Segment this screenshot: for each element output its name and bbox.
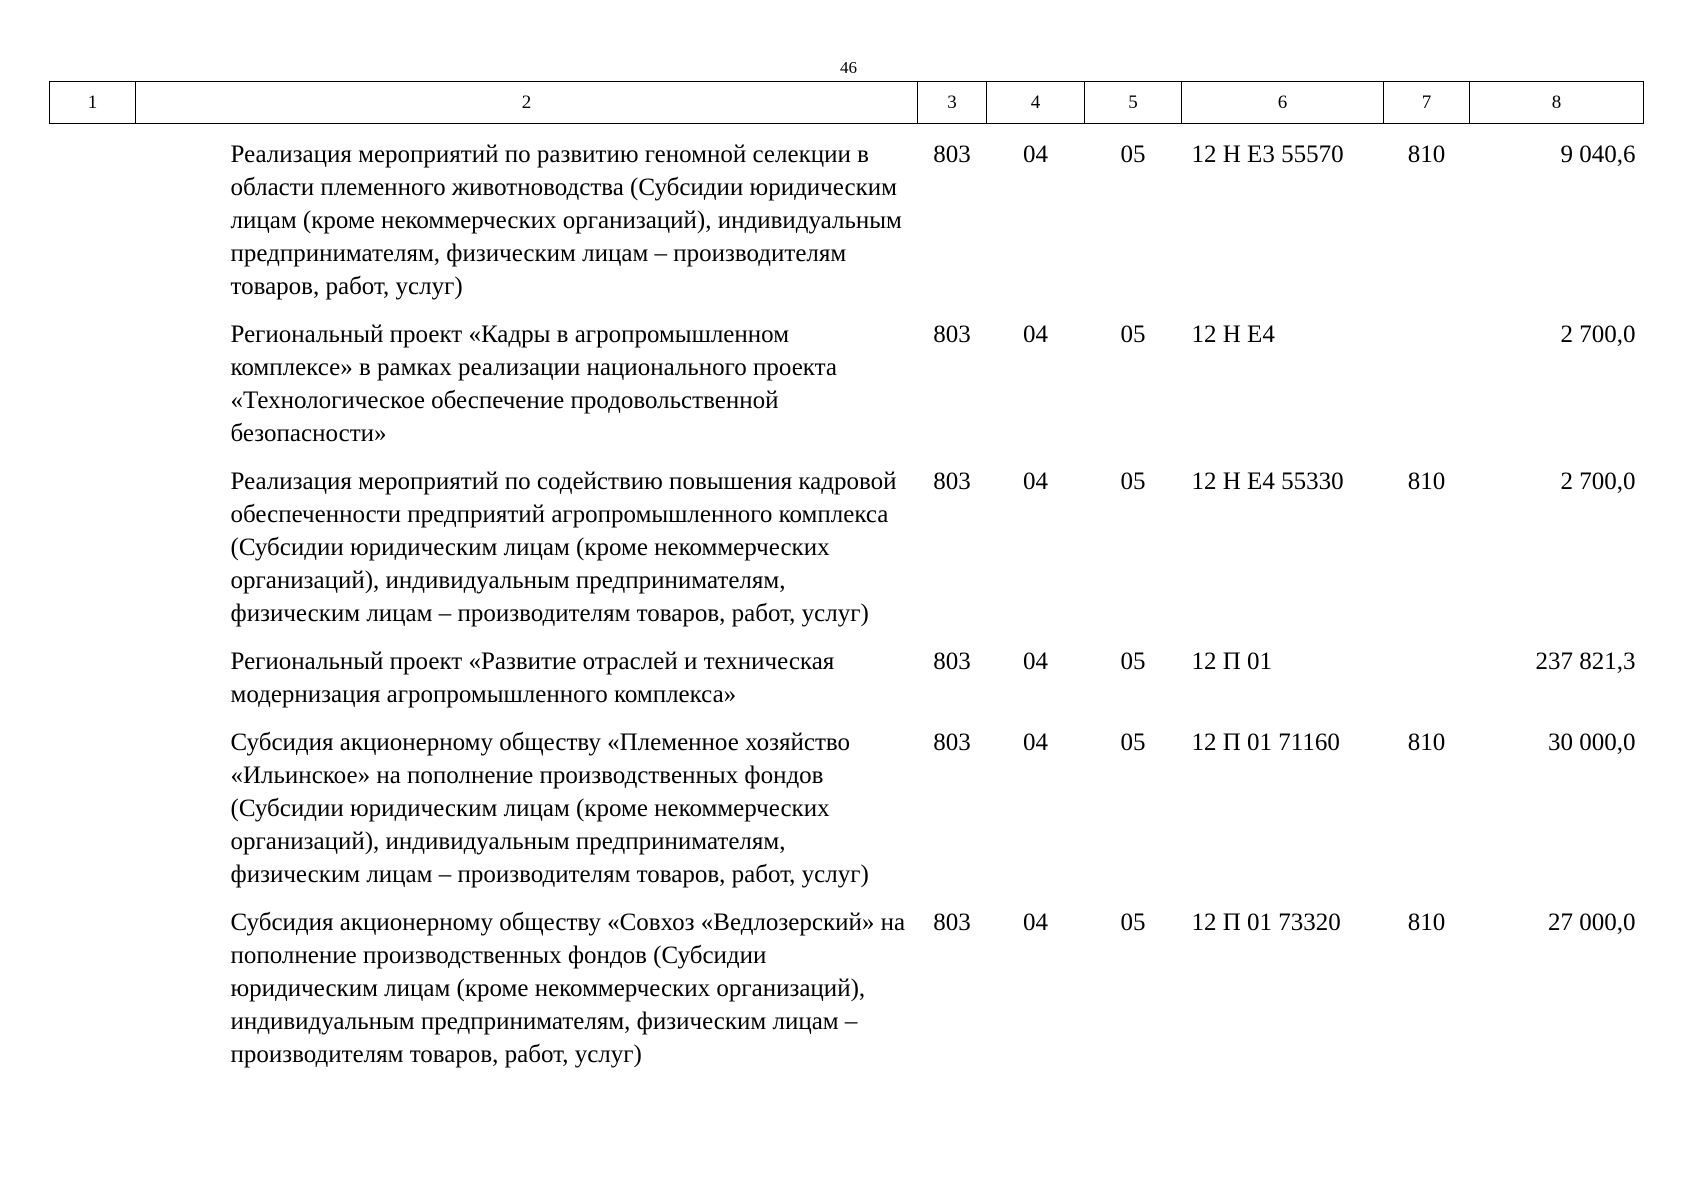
- table-body: [50, 124, 1644, 1087]
- subsection-code-cell: 05: [1120, 648, 1146, 675]
- subsection-code-cell: 05: [1120, 909, 1146, 936]
- ministry-code-cell: 803: [933, 729, 971, 756]
- page-number: 46: [840, 58, 857, 77]
- subsection-code-cell: 05: [1120, 321, 1146, 348]
- row-number-cell: [50, 645, 136, 726]
- section-code-cell: 04: [1023, 321, 1048, 348]
- section-code-cell: 04: [1023, 909, 1048, 936]
- target-article-cell: 12 Н Е4 55330: [1191, 468, 1344, 495]
- amount-cell: 27 000,0: [1548, 909, 1636, 936]
- row-number-cell: [50, 124, 136, 319]
- item-name-cell: Региональный проект «Кадры в агропромышленном комплексе» в рамках реализации национального проекта «Технологическое обеспечение продовольственной безопасности»: [230, 321, 837, 447]
- ministry-code-cell: 803: [933, 141, 971, 168]
- expense-type-cell: 810: [1407, 909, 1446, 936]
- subsection-code-cell: 05: [1120, 468, 1146, 495]
- ministry-code-cell: 803: [933, 909, 971, 936]
- header-col-8: 8: [1470, 82, 1644, 124]
- target-article-cell: 12 П 01 71160: [1191, 729, 1340, 756]
- section-code-cell: 04: [1023, 141, 1048, 168]
- ministry-code-cell: 803: [933, 468, 971, 495]
- row-number-cell: [50, 318, 136, 465]
- expense-type-cell: 810: [1407, 141, 1446, 168]
- item-name-cell: Субсидия акционерному обществу «Совхоз «Ведлозерский» на пополнение производственных фондов (Субсидии юридическим лицам (кроме некоммерческих организаций), индивидуальным предпринимателям, физическим лицам – производителям товаров, работ, услуг): [230, 909, 906, 1068]
- table-row: [50, 726, 1644, 906]
- item-name-cell: Региональный проект «Развитие отраслей и техническая модернизация агропромышленного комплекса»: [230, 648, 835, 708]
- table-header: [50, 82, 1644, 124]
- amount-cell: 9 040,6: [1560, 141, 1636, 168]
- header-col-1: 1: [50, 82, 136, 124]
- table-row: [50, 465, 1644, 645]
- row-number-cell: [50, 726, 136, 906]
- target-article-cell: 12 Н Е4: [1191, 321, 1275, 348]
- header-col-7: 7: [1384, 82, 1470, 124]
- amount-cell: 30 000,0: [1548, 729, 1636, 756]
- header-row: [50, 82, 1644, 124]
- row-number-cell: [50, 906, 136, 1086]
- item-name-cell: Реализация мероприятий по развитию геномной селекции в области племенного животноводства (Субсидии юридическим лицам (кроме некоммерческих организаций), индивидуальным предпринимателям, физическим лицам – производителям товаров, работ, услуг): [230, 141, 902, 300]
- item-name-cell: Реализация мероприятий по содействию повышения кадровой обеспеченности предприятий агропромышленного комплекса (Субсидии юридическим лицам (кроме некоммерческих организаций), индивидуальным предпринимателям, физическим лицам – производителям товаров, работ, услуг): [230, 468, 897, 627]
- row-number-cell: [50, 465, 136, 645]
- header-col-4: 4: [987, 82, 1085, 124]
- header-col-6: 6: [1182, 82, 1384, 124]
- expense-type-cell: [1384, 318, 1470, 465]
- amount-cell: 237 821,3: [1535, 648, 1636, 675]
- target-article-cell: 12 П 01: [1191, 648, 1273, 675]
- target-article-cell: 12 П 01 73320: [1191, 909, 1341, 936]
- target-article-cell: 12 Н Е3 55570: [1191, 141, 1344, 168]
- header-col-5: 5: [1085, 82, 1182, 124]
- amount-cell: 2 700,0: [1560, 321, 1636, 348]
- header-col-3: 3: [918, 82, 987, 124]
- section-code-cell: 04: [1023, 648, 1048, 675]
- item-name-cell: Субсидия акционерному обществу «Племенное хозяйство «Ильинское» на пополнение производственных фондов (Субсидии юридическим лицам (кроме некоммерческих организаций), индивидуальным предпринимателям, физическим лицам – производителям товаров, работ, услуг): [230, 729, 869, 888]
- expense-type-cell: 810: [1407, 468, 1446, 495]
- expense-type-cell: [1384, 645, 1470, 726]
- header-col-2: 2: [136, 82, 918, 124]
- budget-table: [49, 81, 1644, 1086]
- table-row: [50, 906, 1644, 1086]
- table-row: [50, 645, 1644, 726]
- ministry-code-cell: 803: [933, 321, 971, 348]
- amount-cell: 2 700,0: [1560, 468, 1636, 495]
- table-row: [50, 318, 1644, 465]
- subsection-code-cell: 05: [1120, 729, 1146, 756]
- subsection-code-cell: 05: [1120, 141, 1146, 168]
- expense-type-cell: 810: [1407, 729, 1446, 756]
- section-code-cell: 04: [1023, 729, 1048, 756]
- table-row: [50, 124, 1644, 319]
- ministry-code-cell: 803: [933, 648, 971, 675]
- section-code-cell: 04: [1023, 468, 1048, 495]
